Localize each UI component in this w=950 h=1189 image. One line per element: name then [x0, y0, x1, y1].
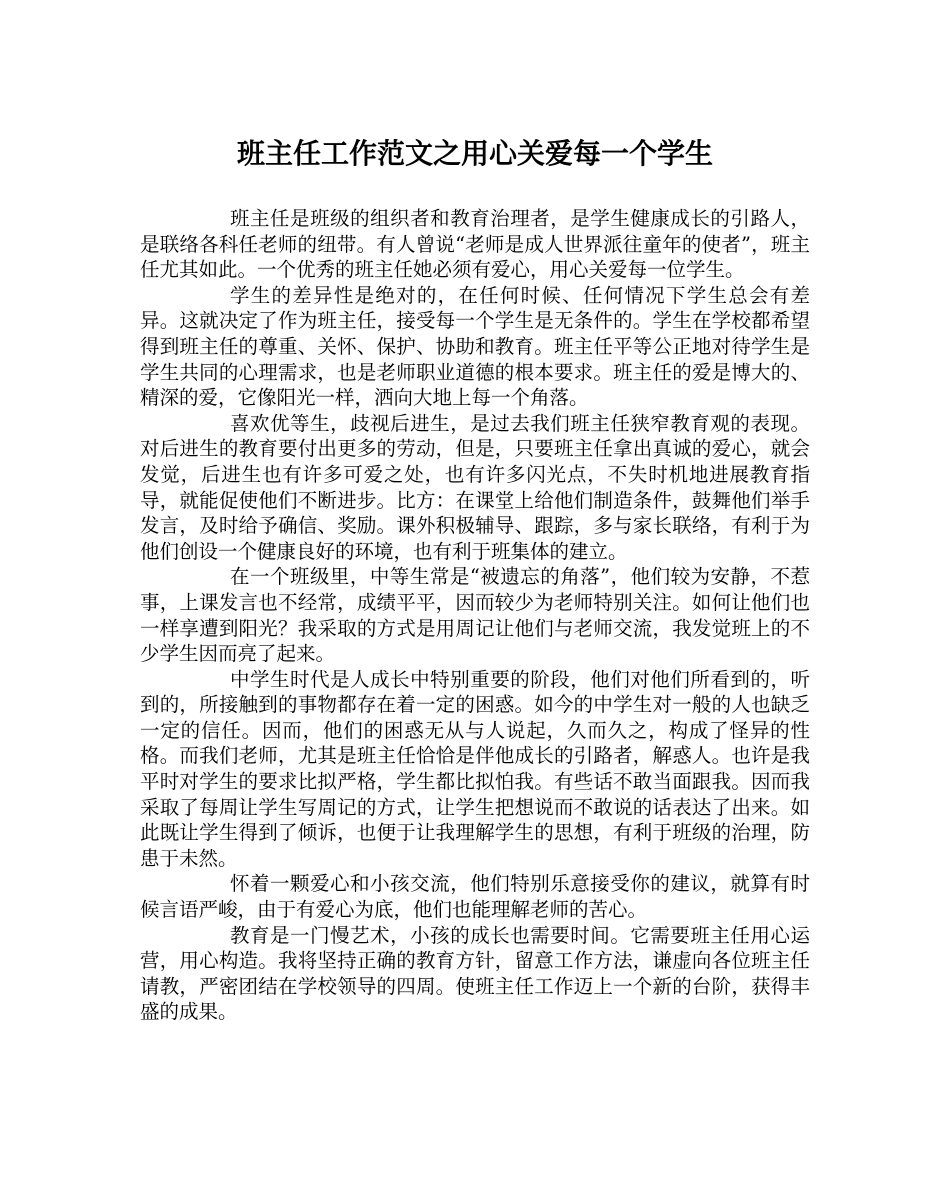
document-title: 班主任工作范文之用心关爱每一个学生	[236, 137, 713, 170]
paragraph: 怀着一颗爱心和小孩交流，他们特别乐意接受你的建议，就算有时候言语严峻，由于有爱心为底，他们也能理解老师的苦心。	[140, 872, 810, 922]
paragraph: 学生的差异性是绝对的，在任何时候、任何情况下学生总会有差异。这就决定了作为班主任，接受每一个学生是无条件的。学生在学校都希望得到班主任的尊重、关怀、保护、协助和教育。班主任平等公正地对待学生是学生共同的心理需求，也是老师职业道德的根本要求。班主任的爱是博大的、精深的爱，它像阳光一样，洒向大地上每一个角落。	[140, 283, 810, 410]
paragraph: 喜欢优等生，歧视后进生，是过去我们班主任狭窄教育观的表现。对后进生的教育要付出更多的劳动，但是，只要班主任拿出真诚的爱心，就会发觉，后进生也有许多可爱之处，也有许多闪光点，不失时机地进展教育指导，就能促使他们不断进步。比方：在课堂上给他们制造条件，鼓舞他们举手发言，及时给予确信、奖励。课外积极辅导、跟踪，多与家长联络，有利于为他们创设一个健康良好的环境，也有利于班集体的建立。	[140, 411, 810, 563]
paragraph: 在一个班级里，中等生常是“被遗忘的角落”，他们较为安静，不惹事，上课发言也不经常，成绩平平，因而较少为老师特别关注。如何让他们也一样享遭到阳光？我采取的方式是用周记让他们与老师交流，我发觉班上的不少学生因而亮了起来。	[140, 565, 810, 666]
paragraph: 中学生时代是人成长中特别重要的阶段，他们对他们所看到的，听到的，所接触到的事物都存在着一定的困惑。如今的中学生对一般的人也缺乏一定的信任。因而，他们的困惑无从与人说起，久而久之，构成了怪异的性格。而我们老师，尤其是班主任恰恰是伴他成长的引路者，解惑人。也许是我平时对学生的要求比拟严格，学生都比拟怕我。有些话不敢当面跟我。因而我采取了每周让学生写周记的方式，让学生把想说而不敢说的话表达了出来。如此既让学生得到了倾诉，也便于让我理解学生的思想，有利于班级的治理，防患于未然。	[140, 667, 810, 870]
paragraph: 教育是一门慢艺术，小孩的成长也需要时间。它需要班主任用心运营，用心构造。我将坚持正确的教育方针，留意工作方法，谦虚向各位班主任请教，严密团结在学校领导的四周。使班主任工作迈上一个新的台阶，获得丰盛的成果。	[140, 923, 810, 1024]
paragraph: 班主任是班级的组织者和教育治理者，是学生健康成长的引路人，是联络各科任老师的纽带。有人曾说“老师是成人世界派往童年的使者”，班主任尤其如此。一个优秀的班主任她必须有爱心，用心关爱每一位学生。	[140, 207, 810, 282]
document-body	[140, 206, 810, 1025]
